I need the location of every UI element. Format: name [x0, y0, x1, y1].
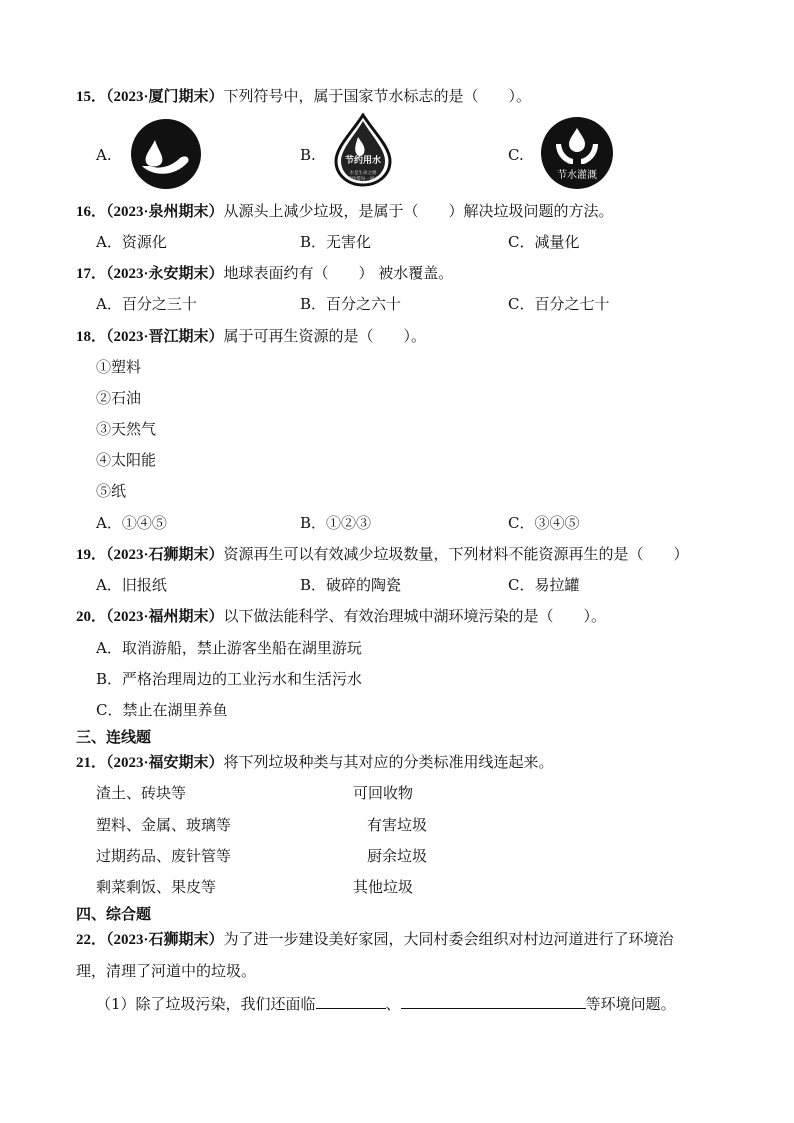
q20-option-c[interactable]: C．禁止在湖里养鱼	[96, 701, 228, 719]
q21-right-item-4[interactable]: 其他垃圾	[353, 878, 414, 896]
q21-left-item-2[interactable]: 塑料、金属、玻璃等	[96, 816, 232, 834]
q21-left-item-1[interactable]: 渣土、砖块等	[96, 784, 187, 802]
q18-option-c[interactable]: C．③④⑤	[508, 514, 580, 532]
logo-c-text: 节水灌溉	[557, 170, 597, 181]
q16-option-b[interactable]: B．无害化	[300, 233, 372, 251]
question-15-stem: 15．（2023·厦门期末）下列符号中，属于国家节水标志的是（ ）。	[76, 87, 532, 105]
q21-left-item-3[interactable]: 过期药品、废针管等	[96, 847, 232, 865]
question-21-stem: 21．（2023·福安期末）将下列垃圾种类与其对应的分类标准用线连起来。	[76, 753, 554, 771]
logo-b-title: 节约用水	[344, 156, 382, 166]
q18-item-2: ②石油	[96, 389, 142, 407]
q22-blank-1[interactable]	[316, 992, 386, 1009]
q21-right-item-1[interactable]: 可回收物	[353, 784, 414, 802]
water-drop-logo-icon	[130, 118, 202, 190]
option-b-label: B.	[300, 146, 316, 164]
q19-option-c[interactable]: C．易拉罐	[508, 576, 580, 594]
q18-item-3: ③天然气	[96, 420, 157, 438]
option-c-label: C.	[508, 146, 524, 164]
question-22-stem-line-1: 22．（2023·石狮期末）为了进一步建设美好家园，大同村委会组织对村边河道进行了环境治	[76, 930, 674, 948]
q22-blank-2[interactable]	[401, 992, 586, 1009]
q20-option-b[interactable]: B．严格治理周边的工业污水和生活污水	[96, 670, 363, 688]
q22-subquestion-1: （1）除了垃圾污染，我们还面临 、 等环境问题。	[96, 992, 676, 1014]
water-saving-hands-icon	[540, 116, 614, 190]
q18-item-5: ⑤纸	[96, 482, 127, 500]
q18-option-a[interactable]: A．①④⑤	[96, 514, 167, 532]
q21-right-item-2[interactable]: 有害垃圾	[367, 816, 428, 834]
q17-option-a[interactable]: A．百分之三十	[96, 295, 197, 313]
water-saving-drop-icon	[328, 113, 398, 191]
q18-item-1: ①塑料	[96, 358, 142, 376]
q18-item-4: ④太阳能	[96, 451, 157, 469]
section-4-heading: 四、综合题	[76, 905, 152, 923]
q19-option-b[interactable]: B．破碎的陶瓷	[300, 576, 402, 594]
q21-right-item-3[interactable]: 厨余垃圾	[367, 847, 428, 865]
q16-option-a[interactable]: A．资源化	[96, 233, 167, 251]
q17-option-c[interactable]: C．百分之七十	[508, 295, 610, 313]
q20-option-a[interactable]: A．取消游船，禁止游客坐船在湖里游玩	[96, 639, 362, 657]
q17-option-b[interactable]: B．百分之六十	[300, 295, 402, 313]
question-22-stem-line-2: 理，清理了河道中的垃圾。	[76, 962, 257, 980]
question-19-stem: 19．（2023·石狮期末）资源再生可以有效减少垃圾数量，下列材料不能资源再生的是（ ）	[76, 545, 689, 563]
question-18-stem: 18．（2023·晋江期末）属于可再生资源的是（ ）。	[76, 327, 427, 345]
logo-b-subtitle-2: 请珍惜每一滴水	[347, 177, 379, 182]
question-16-stem: 16．（2023·泉州期末）从源头上减少垃圾，是属于（ ）解决垃圾问题的方法。	[76, 202, 614, 220]
option-a-label: A.	[96, 146, 112, 164]
question-20-stem: 20．（2023·福州期末）以下做法能科学、有效治理城中湖环境污染的是（ ）。	[76, 607, 607, 625]
q21-left-item-4[interactable]: 剩菜剩饭、果皮等	[96, 878, 217, 896]
q16-option-c[interactable]: C．减量化	[508, 233, 580, 251]
logo-b-subtitle-1: 水是生命之源	[349, 171, 377, 176]
section-3-heading: 三、连线题	[76, 728, 152, 746]
question-17-stem: 17．（2023·永安期末）地球表面约有（ ） 被水覆盖。	[76, 264, 454, 282]
q18-option-b[interactable]: B．①②③	[300, 514, 372, 532]
q19-option-a[interactable]: A．旧报纸	[96, 576, 167, 594]
